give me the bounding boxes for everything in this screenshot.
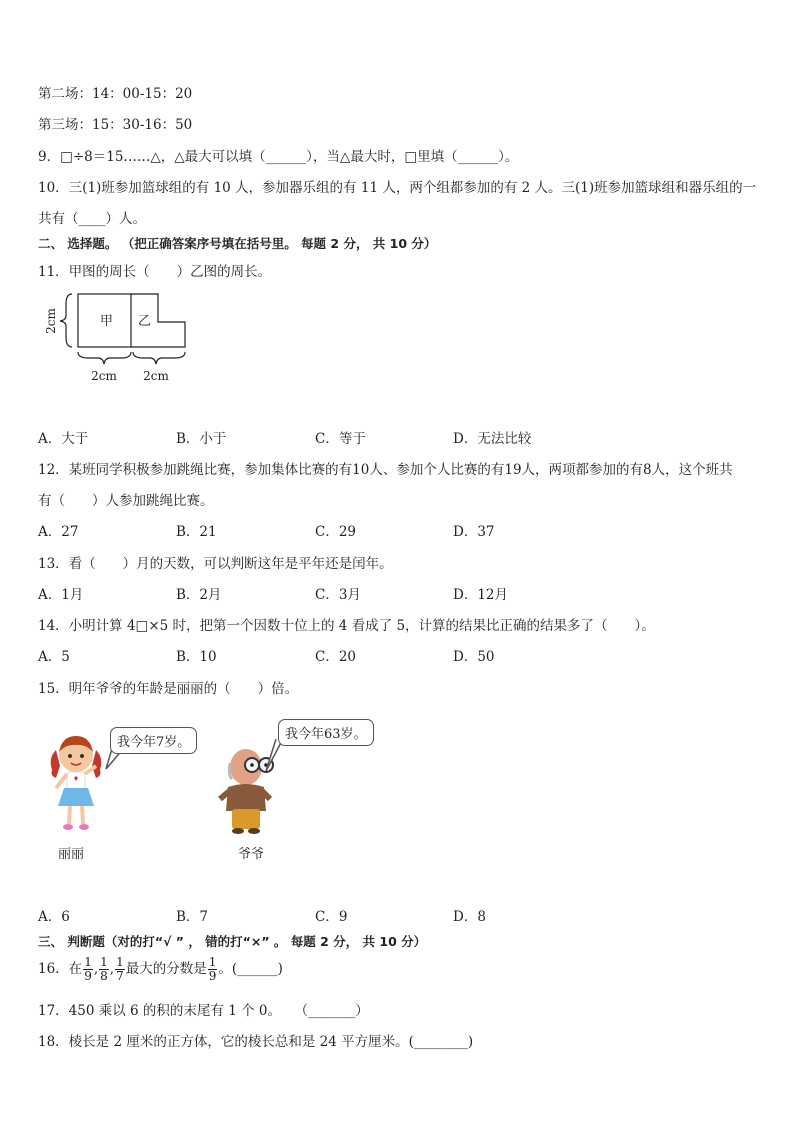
girl-speech: 我今年7岁。 [110,727,197,754]
girl-illustration [46,730,106,835]
option-c[interactable]: C．9 [315,909,348,925]
section-heading-judge: 三、 判断题（对的打“√ ” ， 错的打“×” 。 每题 2 分， 共 10 分） [38,934,427,949]
option-b[interactable]: B．小于 [176,431,227,447]
grandpa-speech: 我今年63岁。 [278,719,374,746]
text-line: 第二场：14：00-15：20 [38,86,193,102]
speech-illustration [38,705,380,865]
question-14: 14．小明计算 4□×5 时，把第一个因数十位上的 4 看成了 5，计算的结果比正确的结果多了（ ）。 [38,618,655,634]
option-d[interactable]: D．37 [453,524,495,540]
question-9: 9．□÷8＝15……△，△最大可以填（______），当△最大时，□里填（______）。 [38,149,519,165]
question-17: 17．450 乘以 6 的积的末尾有 1 个 0。 （_______） [38,1003,369,1019]
option-d[interactable]: D．8 [453,909,486,925]
question-10-cont: 共有（____）人。 [38,211,146,227]
label-yi: 乙 [138,314,152,329]
question-15: 15．明年爷爷的年龄是丽丽的（ ）倍。 [38,681,299,697]
grandpa-name: 爷爷 [238,847,265,862]
option-d[interactable]: D．12月 [453,587,509,603]
option-b[interactable]: B．7 [176,909,209,925]
section-heading-choice: 二、 选择题。 （把正确答案序号填在括号里。 每题 2 分， 共 10 分） [38,236,437,251]
option-b[interactable]: B．2月 [176,587,222,603]
label-jia: 甲 [100,314,114,329]
fraction: $\frac{1}{7}$ [116,955,124,983]
option-a[interactable]: A．5 [38,649,70,665]
dim-left: 2cm [44,308,58,334]
q16-mid: 最大的分数是 [125,961,207,977]
question-12: 12．某班同学积极参加跳绳比赛，参加集体比赛的有10人、参加个人比赛的有19人，两项都参加的有8人，这个班共 [38,462,733,478]
option-b[interactable]: B．10 [176,649,217,665]
girl-name: 丽丽 [58,847,85,862]
question-13: 13．看（ ）月的天数，可以判断这年是平年还是闰年。 [38,556,393,572]
option-d[interactable]: D．无法比较 [453,431,532,447]
question-16: 16．在 $\frac{1}{9}$ , $\frac{1}{8}$ , $\frac{1}{7}$ 最大的分数是 $\frac{1}{9}$ 。(______) [38,955,283,983]
dim-bottom-1: 2cm [91,369,117,383]
option-c[interactable]: C．20 [315,649,357,665]
option-a[interactable]: A．1月 [38,587,84,603]
question-10: 10．三(1)班参加篮球组的有 10 人，参加器乐组的有 11 人，两个组都参加的有 2 人。三(1)班参加篮球组和器乐组的一 [38,180,757,196]
question-18: 18．棱长是 2 厘米的正方体，它的棱长总和是 24 平方厘米。(________) [38,1034,474,1050]
text-line: 第三场：15：30-16：50 [38,117,193,133]
perimeter-figure [38,286,208,386]
option-a[interactable]: A．6 [38,909,70,925]
option-a[interactable]: A．27 [38,524,79,540]
q16-prefix: 16．在 [38,961,83,977]
option-c[interactable]: C．29 [315,524,357,540]
option-b[interactable]: B．21 [176,524,217,540]
question-12-cont: 有（ ）人参加跳绳比赛。 [38,493,214,509]
fraction: $\frac{1}{9}$ [84,955,92,983]
option-c[interactable]: C．3月 [315,587,361,603]
dim-bottom-2: 2cm [143,369,169,383]
option-c[interactable]: C．等于 [315,431,366,447]
fraction: $\frac{1}{9}$ [208,955,217,983]
option-a[interactable]: A．大于 [38,431,89,447]
option-d[interactable]: D．50 [453,649,495,665]
question-11: 11．甲图的周长（ ）乙图的周长。 [38,264,272,280]
fraction: $\frac{1}{8}$ [100,955,108,983]
q16-suffix: 。(______) [218,961,283,977]
